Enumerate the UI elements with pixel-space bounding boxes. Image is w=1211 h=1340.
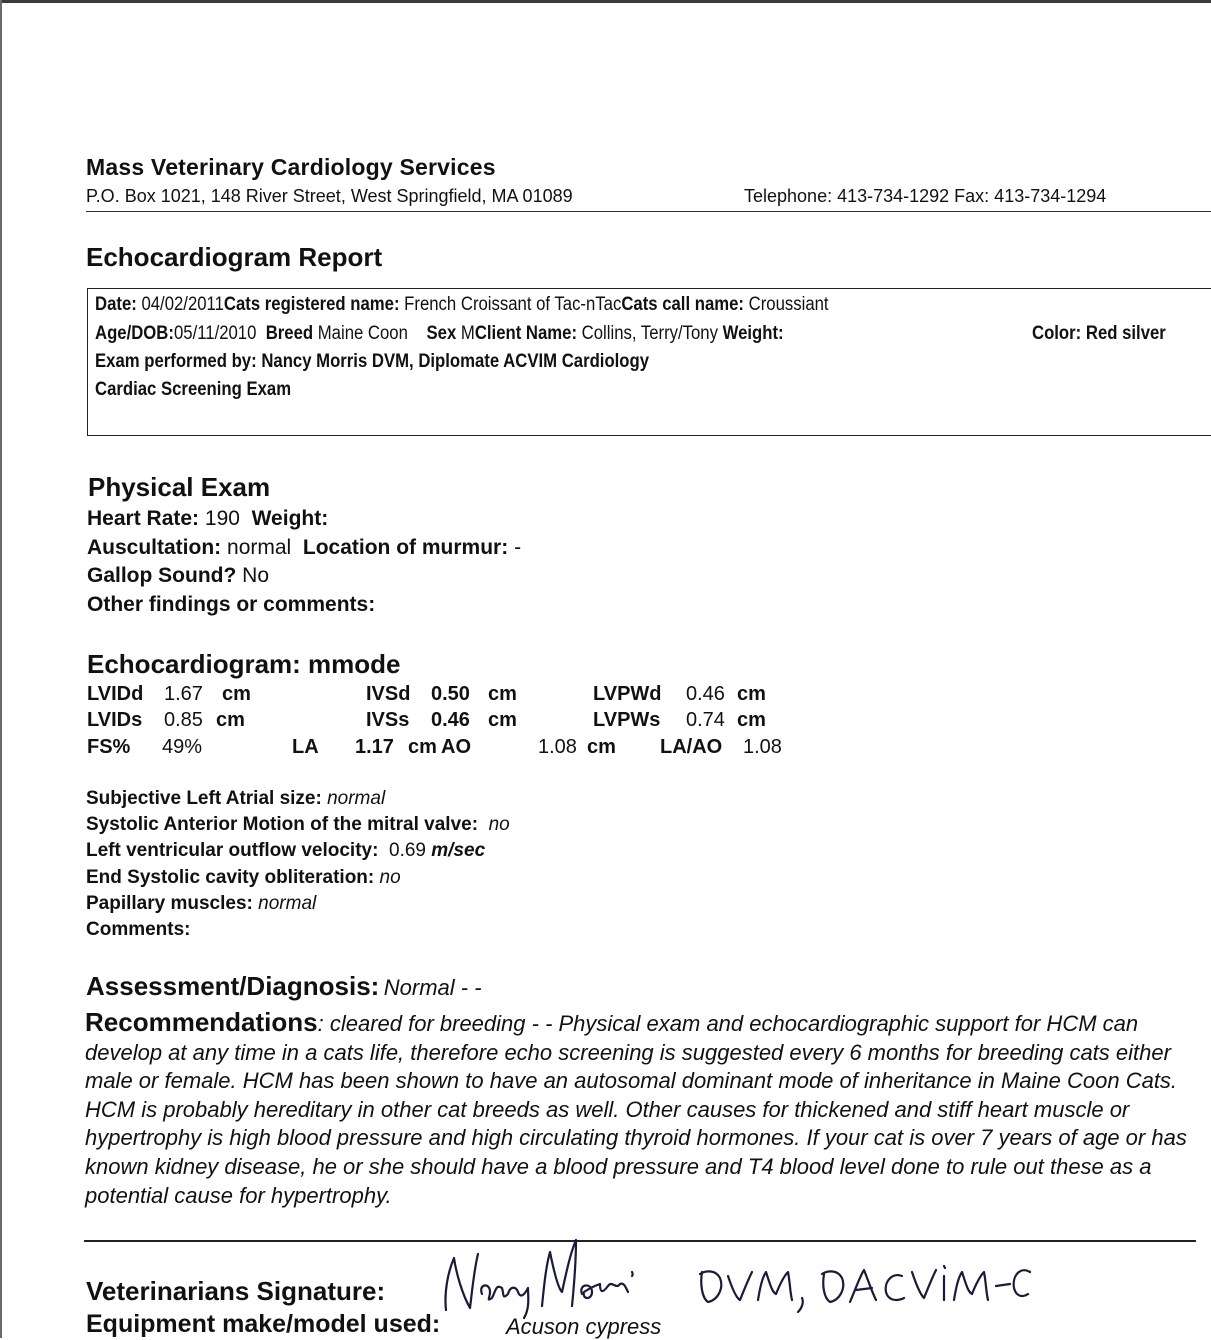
pe-weight-label: Weight: xyxy=(251,507,329,530)
info-row-1 xyxy=(95,294,829,316)
exam-type: Cardiac Screening Exam xyxy=(95,379,292,400)
recommendations-text: : cleared for breeding - - Physical exam and echocardiographic support for HCM can develop at any time in a cats life, therefore echo screening is suggested every 6 months for breeding cats either male or female. HCM has been shown to have an autosomal dominant mode of inheritance in Maine Coon Cats. HCM is probably hereditary in other cat breeds as well. Other causes for thickened and stiff heart muscle or hypertrophy is high blood pressure and high circulating thyroid hormones. If your cat is over 7 years of age or has known kidney disease, he or she should have a blood pressure and T4 blood level done to rule out these as a potential cause for hypertrophy. xyxy=(85,1011,1187,1208)
report-title: Echocardiogram Report xyxy=(86,242,383,272)
heart-rate-row xyxy=(87,507,328,531)
assessment-value: Normal - - xyxy=(383,975,482,1000)
papillary-label: Papillary muscles: xyxy=(86,893,253,914)
lvpwd-unit: cm xyxy=(737,683,766,705)
lvot-label: Left ventricular outflow velocity: xyxy=(86,840,379,861)
date-label: Date: xyxy=(95,294,137,315)
lvidd-value: 1.67 xyxy=(164,683,203,705)
physical-exam-title: Physical Exam xyxy=(88,472,271,502)
lvpws-label: LVPWs xyxy=(593,709,661,731)
ivss-label: IVSs xyxy=(366,709,410,731)
org-phone-fax: Telephone: 413-734-1292 Fax: 413-734-1294 xyxy=(744,186,1107,206)
sam-value: no xyxy=(488,814,510,835)
heart-rate-label: Heart Rate: xyxy=(87,507,200,530)
sam-label: Systolic Anterior Motion of the mitral valve: xyxy=(86,814,479,835)
papillary-value: normal xyxy=(258,893,317,914)
weight-label: Weight: xyxy=(722,323,784,344)
org-name: Mass Veterinary Cardiology Services xyxy=(86,154,496,180)
lvidd-label: LVIDd xyxy=(87,683,144,705)
ao-value: 1.08 xyxy=(538,736,577,758)
papillary-row xyxy=(86,893,316,915)
client-value: Collins, Terry/Tony xyxy=(581,323,718,344)
call-name-label: Cats call name: xyxy=(621,294,744,315)
equipment-label: Equipment make/model used: xyxy=(86,1310,441,1338)
ivss-unit: cm xyxy=(488,709,517,731)
esco-value: no xyxy=(379,867,401,888)
signature-label: Veterinarians Signature: xyxy=(86,1276,386,1306)
breed-label: Breed xyxy=(265,323,314,344)
date-value: 04/02/2011 xyxy=(141,294,224,315)
auscultation-label: Auscultation: xyxy=(87,536,222,559)
la-label: LA xyxy=(292,736,319,758)
lvids-unit: cm xyxy=(216,709,245,731)
laao-label: LA/AO xyxy=(660,736,723,758)
gallop-label: Gallop Sound? xyxy=(87,564,237,587)
gallop-row xyxy=(87,564,269,588)
murmur-label: Location of murmur: xyxy=(302,536,509,559)
lvot-unit: m/sec xyxy=(431,840,486,861)
color-value: Red silver xyxy=(1085,323,1166,344)
laao-value: 1.08 xyxy=(743,736,782,758)
heart-rate-value: 190 xyxy=(204,507,240,530)
gallop-value: No xyxy=(242,564,270,587)
info-row-2 xyxy=(95,323,784,345)
exam-performed-by: Exam performed by: Nancy Morris DVM, Diplomate ACVIM Cardiology xyxy=(95,351,650,372)
scan-edge-top xyxy=(0,0,1211,3)
other-findings-label: Other findings or comments: xyxy=(87,593,376,616)
reg-name-label: Cats registered name: xyxy=(223,294,400,315)
lvids-label: LVIDs xyxy=(87,709,143,731)
ivsd-unit: cm xyxy=(488,683,517,705)
lvpws-unit: cm xyxy=(737,709,766,731)
recommendations xyxy=(85,1008,1195,1210)
client-label: Client Name: xyxy=(474,323,578,344)
reg-name-value: French Croissant of Tac-nTac xyxy=(404,294,622,315)
la-unit: cm xyxy=(408,736,437,758)
breed-value: Maine Coon xyxy=(317,323,408,344)
fs-label: FS% xyxy=(87,736,131,758)
lvids-value: 0.85 xyxy=(164,709,203,731)
signature-icon xyxy=(432,1232,1032,1322)
recommendations-label: Recommendations xyxy=(85,1007,318,1037)
fs-value: 49% xyxy=(162,736,203,758)
sex-label: Sex xyxy=(426,323,457,344)
auscultation-row xyxy=(87,536,521,560)
lvot-value: 0.69 xyxy=(389,840,426,861)
auscultation-value: normal xyxy=(227,536,292,559)
age-value: 05/11/2010 xyxy=(173,323,257,344)
la-value: 1.17 xyxy=(355,736,394,758)
lvot-row xyxy=(86,840,485,862)
la-size-value: normal xyxy=(327,788,386,809)
lvpws-value: 0.74 xyxy=(686,709,725,731)
esco-row xyxy=(86,867,401,889)
lvidd-unit: cm xyxy=(222,683,251,705)
ao-label: AO xyxy=(441,736,471,758)
la-size-label: Subjective Left Atrial size: xyxy=(86,788,322,809)
ivsd-value: 0.50 xyxy=(431,683,470,705)
murmur-value: - xyxy=(514,536,522,559)
lvpwd-value: 0.46 xyxy=(686,683,725,705)
equipment-value: Acuson cypress xyxy=(506,1314,662,1339)
handwritten-signature xyxy=(432,1232,1032,1327)
org-address: P.O. Box 1021, 148 River Street, West Springfield, MA 01089 xyxy=(86,186,573,206)
ao-unit: cm xyxy=(587,736,616,758)
color-label: Color: xyxy=(1032,323,1082,344)
header-divider xyxy=(86,211,1211,212)
ivsd-label: IVSd xyxy=(366,683,411,705)
comments-label: Comments: xyxy=(86,919,191,940)
ivss-value: 0.46 xyxy=(431,709,470,731)
call-name-value: Croussiant xyxy=(748,294,829,315)
sex-value: M xyxy=(460,323,475,344)
echo-title: Echocardiogram: mmode xyxy=(87,649,401,679)
assessment-row xyxy=(86,971,482,1002)
sam-row xyxy=(86,814,510,836)
age-label: Age/DOB: xyxy=(95,323,174,344)
la-size-row xyxy=(86,788,385,810)
assessment-label: Assessment/Diagnosis: xyxy=(86,971,380,1001)
lvpwd-label: LVPWd xyxy=(593,683,662,705)
esco-label: End Systolic cavity obliteration: xyxy=(86,867,375,888)
color-field xyxy=(1032,323,1166,345)
scan-edge-left xyxy=(0,0,2,1338)
